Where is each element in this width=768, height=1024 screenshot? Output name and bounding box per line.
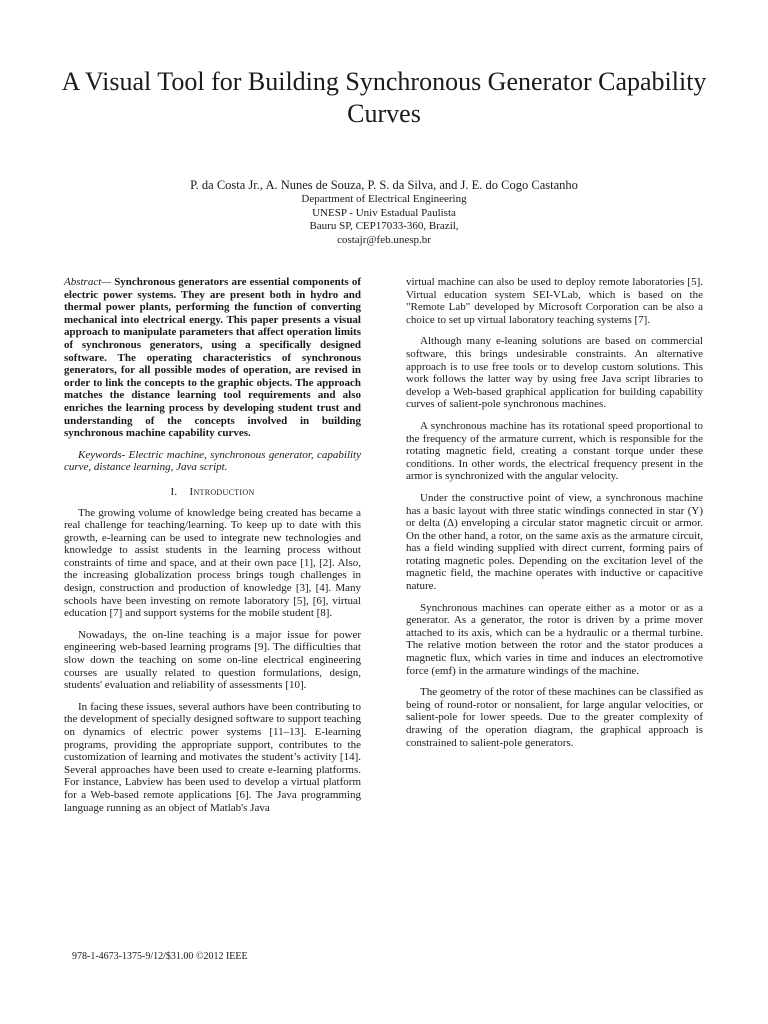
affiliation-department: Department of Electrical Engineering	[301, 193, 467, 205]
intro-paragraph-1: The growing volume of knowledge being created has became a real challenge for teaching/learning. To keep up to date with this growth, e-learning can be used to integrate new technologies and knowledge to assist students in the learning process without constraints of time and space, and at their own pace [1], [2]. Also, the increasing globalization process brings tough challenges in design, construction and production of knowledge [3], [4]. Many schools have been investing on remote laboratory [5], [6], virtual education [7] and support systems for the mobile student [8].	[64, 506, 361, 620]
affiliation-university: UNESP - Univ Estadual Paulista	[312, 206, 456, 219]
author-list: P. da Costa Jr., A. Nunes de Souza, P. S. da Silva, and J. E. do Cogo Castanho	[190, 178, 578, 192]
paper-title: A Visual Tool for Building Synchronous Generator Capability Curves	[61, 67, 707, 128]
abstract-label: Abstract—	[64, 276, 112, 288]
body-paragraph-2: Although many e-leaning solutions are based on commercial software, this brings undesirable constraints. An alternative approach is to use free tools or to develop custom solutions. This work follows the latter way by using free Java script libraries to develop a Web-based graphical application for building capability curves of salient-pole synchronous machines.	[406, 335, 703, 411]
abstract	[64, 276, 361, 440]
body-paragraph-3: A synchronous machine has its rotational speed proportional to the frequency of the armature current, which is responsible for the rotating magnetic field, creating a constant torque under these conditions. In other words, the electrical frequency present in the armor is synchronized with the angular velocity.	[406, 419, 703, 483]
section-title: Introduction	[189, 485, 255, 498]
intro-paragraph-3: In facing these issues, several authors have been contributing to the development of specially designed software to support teaching on dynamics of electric power systems [11–13]. E-learning programs, providing the appropriate support, contributes to the customization of learning and motivates the student’s activity [14]. Several approaches have been used to create e-learning platforms. For instance, Labview has been used to develop a virtual platform for a Web-based remote applications [6]. The Java programming language running as an object of Matlab's Java	[64, 700, 361, 814]
section-heading-introduction	[64, 486, 361, 499]
copyright-footer: 978-1-4673-1375-9/12/$31.00 ©2012 IEEE	[72, 951, 248, 962]
affiliation-email: costajr@feb.unesp.br	[337, 233, 431, 246]
keywords: Keywords- Electric machine, synchronous generator, capability curve, distance learning, Java script.	[64, 448, 361, 474]
body-paragraph-4: Under the constructive point of view, a synchronous machine has a basic layout with three static windings connected in star (Y) or delta (Δ) enveloping a circular stator magnetic circuit or armor. On the other hand, a rotor, on the same axis as the armature circuit, has a field winding supplied with direct current, forming pairs of rotating magnetic poles. Depending on the excitation level of the magnetic field, the machine operates with inductive or capacitive nature.	[406, 491, 703, 593]
intro-paragraph-2: Nowadays, the on-line teaching is a major issue for power engineering web-based learning programs [9]. The difficulties that slow down the teaching on some on-line electrical engineering courses are usually related to question formulations, design, students' evaluation and reliability of assessments [10].	[64, 628, 361, 692]
left-column	[64, 276, 361, 823]
affiliation-block	[150, 193, 618, 247]
section-number: I.	[170, 485, 178, 498]
right-column	[406, 276, 703, 758]
body-paragraph-5: Synchronous machines can operate either as a motor or as a generator. As a generator, the rotor is driven by a prime mover attached to its axis, which can be a hydraulic or a thermal turbine. The relative motion between the rotor and the stator produces a magnetic flux, which varies in time and induces an electromotive force (emf) in the armature windings of the machine.	[406, 601, 703, 677]
body-paragraph-continued: virtual machine can also be used to deploy remote laboratories [5]. Virtual education system SEI-VLab, which is based on the "Remote Lab" developed by Microsoft Corporation can be also a choice to set up virtual laboratory teaching systems [7].	[406, 276, 703, 326]
affiliation-address: Bauru SP, CEP17033-360, Brazil,	[309, 220, 459, 232]
abstract-text: Synchronous generators are essential components of electric power systems. They are present both in hydro and thermal power plants, performing the function of converting mechanical into electrical energy. This paper presents a visual approach to manipulate parameters that affect operation limits of synchronous generators, using a specifically designed software. The operating characteristics of synchronous generators, for all possible modes of operation, are revised in order to link the concepts to the graphic objects. The approach matches the distance learning tool requirements and also enriches the learning process by developing student trust and understanding of the concepts involved in building synchronous machine capability curves.	[64, 276, 361, 440]
body-paragraph-6: The geometry of the rotor of these machines can be classified as being of round-rotor or nonsalient, for large angular velocities, or salient-pole for lower speeds. Due to the greater complexity of drawing of the operation diagram, the graphical approach is constrained to salient-pole generators.	[406, 686, 703, 749]
